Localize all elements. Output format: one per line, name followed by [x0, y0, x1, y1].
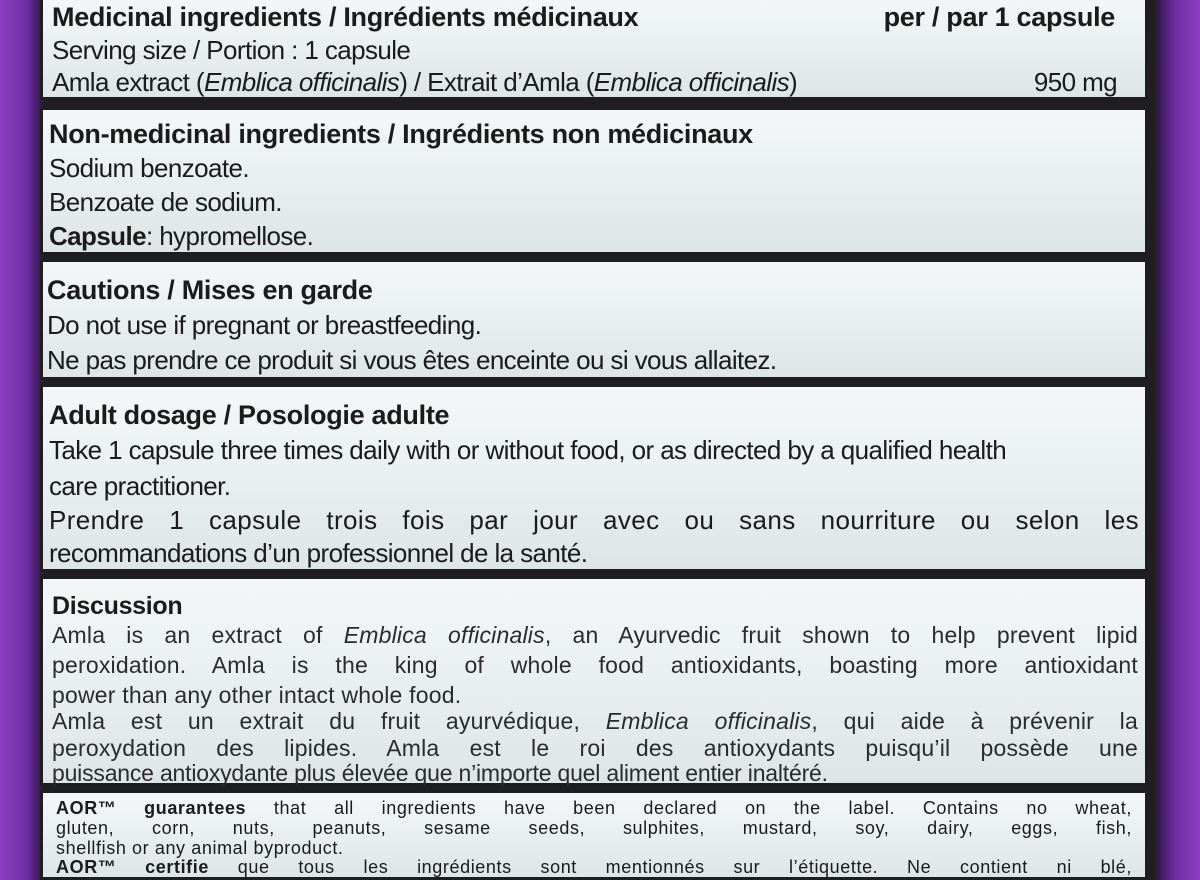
amla-amount: 950 mg [1033, 67, 1117, 97]
dosage-en-line-2: care practitioner. [49, 471, 231, 501]
dosage-en-line-1: Take 1 capsule three times daily with or without food, or as directed by a qualified health [49, 435, 1007, 465]
dosage-fr-line-1: Prendre 1 capsule trois fois par jour avec ou sans nourriture ou selon les [49, 505, 1139, 535]
guarantee-fr-brand: AOR™ certifie [56, 857, 209, 877]
guarantee-line-2: gluten, corn, nuts, peanuts, sesame seeds, sulphites, mustard, soy, dairy, eggs, fish, [56, 818, 1132, 838]
capsule-line [49, 221, 313, 252]
amla-mid: ) / Extrait d’Amla ( [399, 67, 594, 97]
cautions-line-1: Do not use if pregnant or breastfeeding. [47, 310, 482, 340]
adult-dosage-panel [40, 384, 1148, 572]
guarantee-fr-l1: que tous les ingrédients sont mentionnés sur l’étiquette. Ne contient ni blé, [208, 857, 1132, 877]
cautions-panel [40, 259, 1148, 380]
non-medicinal-line-2: Benzoate de sodium. [49, 187, 282, 217]
latin-name: Emblica officinalis [605, 708, 812, 734]
guarantee-fr-line-1 [56, 857, 1132, 878]
discussion-heading: Discussion [52, 592, 183, 620]
non-medicinal-line-1: Sodium benzoate. [49, 153, 249, 183]
amla-prefix: Amla extract ( [52, 67, 204, 97]
medicinal-heading: Medicinal ingredients / Ingrédients médicinaux [52, 2, 639, 32]
discussion-en-l1-b: , an Ayurvedic fruit shown to help prevent lipid [544, 622, 1138, 648]
discussion-en-l1-a: Amla is an extract of [52, 622, 344, 648]
capsule-text: : hypromellose. [145, 221, 314, 251]
guarantee-brand: AOR™ guarantees [56, 798, 247, 818]
discussion-fr-l1-a: Amla est un extrait du fruit ayurvédique, [52, 708, 606, 734]
guarantee-line-1 [56, 798, 1132, 819]
dosage-heading: Adult dosage / Posologie adulte [49, 400, 450, 430]
serving-size: Serving size / Portion : 1 capsule [52, 35, 411, 65]
guarantee-l1: that all ingredients have been declared on the label. Contains no wheat, [246, 798, 1132, 818]
latin-name: Emblica officinalis [203, 67, 400, 97]
amla-extract-line [52, 67, 797, 98]
medicinal-ingredients-panel [40, 0, 1148, 100]
dosage-fr-line-2: recommandations d’un professionnel de la santé. [49, 538, 588, 568]
discussion-en-line-1 [52, 622, 1138, 649]
non-medicinal-ingredients-panel [40, 107, 1148, 255]
discussion-fr-l1-b: , qui aide à prévenir la [811, 708, 1138, 734]
cautions-heading: Cautions / Mises en garde [47, 275, 373, 305]
amla-suffix: ) [789, 67, 798, 97]
per-capsule-label: per / par 1 capsule [883, 2, 1115, 32]
discussion-fr-line-3: puissance antioxydante plus élevée que n’importe quel aliment entier inaltéré. [52, 760, 828, 786]
capsule-label: Capsule [49, 221, 146, 251]
discussion-fr-line-1 [52, 708, 1138, 735]
cautions-line-2: Ne pas prendre ce produit si vous êtes enceinte ou si vous allaitez. [47, 345, 777, 375]
discussion-en-line-2: peroxidation. Amla is the king of whole food antioxidants, boasting more antioxidant [52, 652, 1138, 678]
discussion-fr-line-2: peroxydation des lipides. Amla est le roi des antioxydants puisqu’il possède une [52, 735, 1138, 761]
discussion-panel [40, 576, 1148, 786]
non-medicinal-heading: Non-medicinal ingredients / Ingrédients non médicinaux [49, 119, 753, 149]
discussion-en-line-3: power than any other intact whole food. [52, 682, 462, 708]
latin-name: Emblica officinalis [593, 67, 790, 97]
guarantee-line-3: shellfish or any animal byproduct. [56, 838, 344, 858]
latin-name: Emblica officinalis [343, 622, 545, 648]
